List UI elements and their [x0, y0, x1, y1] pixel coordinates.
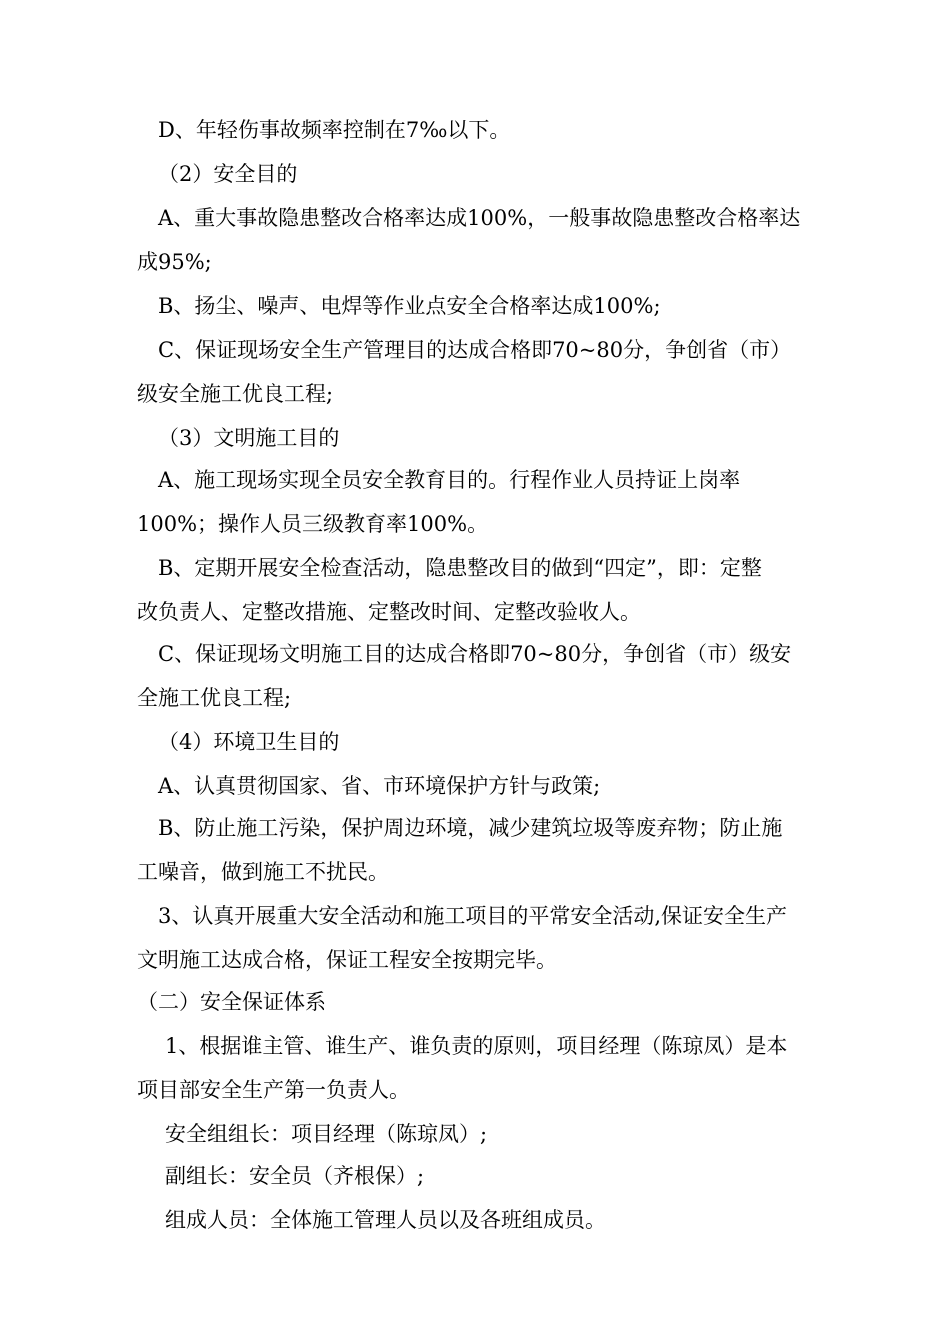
text-line: 项目部安全生产第一负责人。 [137, 1078, 410, 1102]
text-line: A、施工现场实现全员安全教育目的。行程作业人员持证上岗率 [158, 468, 741, 492]
section-heading: （2）安全目的 [158, 162, 298, 186]
text-line: 1、根据谁主管、谁生产、谁负责的原则，项目经理（陈琼凤）是本 [165, 1034, 788, 1058]
text-line: 工噪音，做到施工不扰民。 [137, 860, 389, 884]
text-line: D、年轻伤事故频率控制在7‰以下。 [158, 118, 511, 142]
text-line: 组成人员：全体施工管理人员以及各班组成员。 [165, 1208, 606, 1232]
text-line: C、保证现场文明施工目的达成合格即70~80分，争创省（市）级安 [158, 642, 792, 666]
text-line: A、认真贯彻国家、省、市环境保护方针与政策; [158, 774, 601, 798]
section-heading: （4）环境卫生目的 [158, 730, 340, 754]
text-line: 副组长：安全员（齐根保）; [165, 1164, 425, 1188]
section-heading: （3）文明施工目的 [158, 426, 340, 450]
text-line: B、防止施工污染，保护周边环境，减少建筑垃圾等废弃物；防止施 [158, 816, 783, 840]
text-line: B、扬尘、噪声、电焊等作业点安全合格率达成100%; [158, 294, 661, 318]
text-line: 3、认真开展重大安全活动和施工项目的平常安全活动,保证安全生产 [158, 904, 788, 928]
section-heading: （二）安全保证体系 [137, 990, 326, 1014]
text-line: 文明施工达成合格，保证工程安全按期完毕。 [137, 948, 557, 972]
text-line: 级安全施工优良工程; [137, 382, 334, 406]
text-line: B、定期开展安全检查活动，隐患整改目的做到“四定”，即：定整 [158, 556, 762, 580]
text-line: 改负责人、定整改措施、定整改时间、定整改验收人。 [137, 600, 641, 624]
text-line: 安全组组长：项目经理（陈琼凤）; [165, 1122, 488, 1146]
text-line: 100%；操作人员三级教育率100%。 [137, 512, 489, 536]
text-line: 全施工优良工程; [137, 686, 292, 710]
text-line: C、保证现场安全生产管理目的达成合格即70~80分，争创省（市） [158, 338, 792, 362]
text-line: A、重大事故隐患整改合格率达成100%，一般事故隐患整改合格率达 [158, 206, 801, 230]
text-line: 成95%; [137, 250, 212, 274]
